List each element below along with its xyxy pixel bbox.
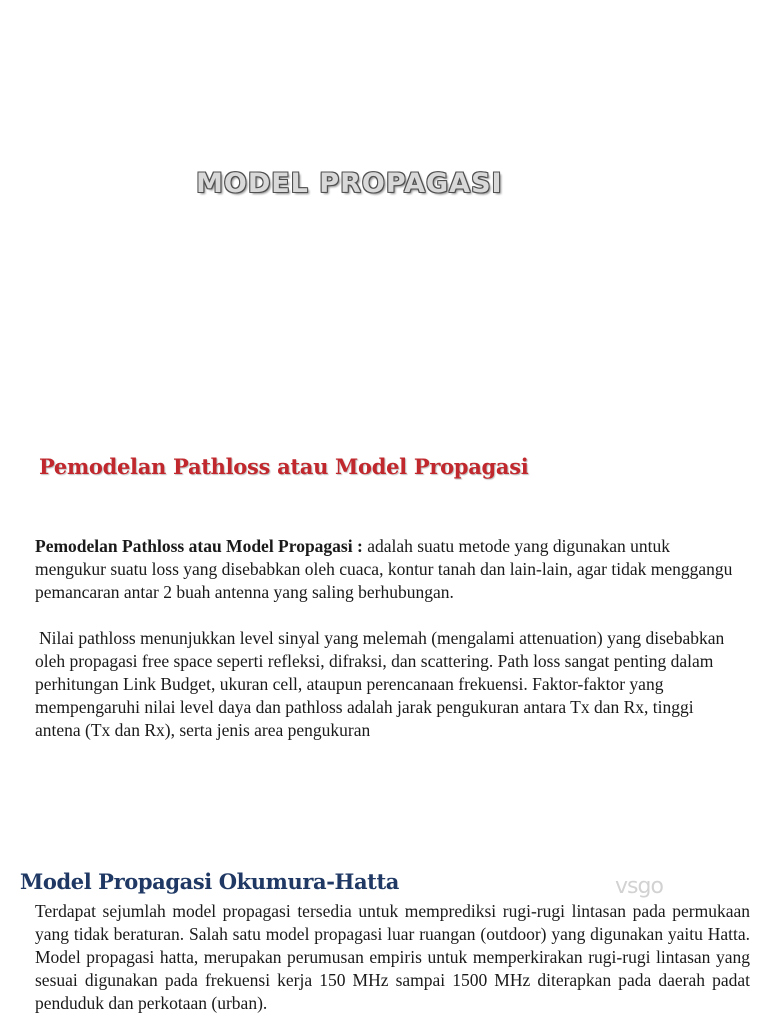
paragraph-body: adalah suatu metode yang digunakan untuk mengukur suatu loss yang disebabkan oleh cuaca, kontur tanah dan lain-lain, agar tidak menggangu pemancaran antar 2 buah antenna yang saling berhubungan. <box>35 536 733 602</box>
section-heading-pathloss: Pemodelan Pathloss atau Model Propagasi <box>39 454 529 479</box>
page-title: MODEL PROPAGASI <box>196 168 503 199</box>
paragraph-okumura-hatta: Terdapat sejumlah model propagasi tersedia untuk memprediksi rugi-rugi lintasan pada permukaan yang tidak beraturan. Salah satu model propagasi luar ruangan (outdoor) yang digunakan yaitu Hatta. Model propagasi hatta, merupakan perumusan empiris untuk memperkirakan rugi-rugi lintasan yang sesuai digunakan pada frekuensi kerja 150 MHz sampai 1500 MHz diterapkan pada daerah padat penduduk dan perkotaan (urban). <box>35 901 750 1013</box>
lead-term: Pemodelan Pathloss atau Model Propagasi : <box>35 536 363 556</box>
watermark-logo: vsgo <box>615 874 663 899</box>
section-heading-okumura-hatta: Model Propagasi Okumura-Hatta <box>20 869 399 894</box>
paragraph-body: Nilai pathloss menunjukkan level sinyal yang melemah (mengalami attenuation) yang disebabkan oleh propagasi free space seperti refleksi, difraksi, dan scattering. Path loss sangat penting dalam perhitungan Link Budget, ukuran cell, ataupun perencanaan frekuensi. Faktor-faktor yang mempengaruhi nilai level daya dan pathloss adalah jarak pengukuran antara Tx dan Rx, tinggi antena (Tx dan Rx), serta jenis area pengukuran <box>35 628 725 740</box>
paragraph-pathloss-definition <box>35 535 735 604</box>
paragraph-pathloss-factors <box>35 627 735 742</box>
